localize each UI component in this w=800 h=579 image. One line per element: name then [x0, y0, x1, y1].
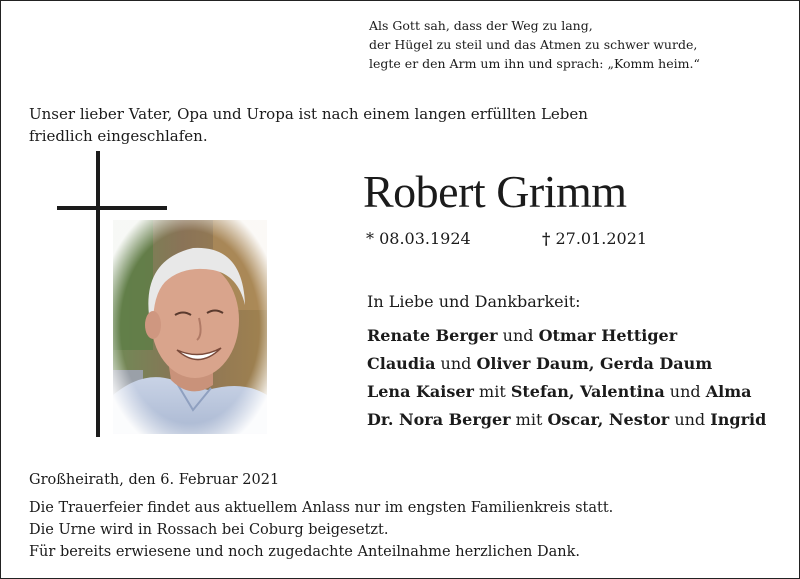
footer-notes	[29, 497, 613, 563]
deceased-name: Robert Grimm	[363, 166, 627, 217]
intro-text	[29, 103, 729, 147]
poem-line: legte er den Arm um ihn und sprach: „Komm heim.“	[369, 56, 700, 71]
birth-date: 08.03.1924	[379, 229, 471, 248]
death-cross-icon: †	[542, 229, 551, 248]
mourner-line: Renate Berger und Otmar Hettiger	[367, 326, 678, 345]
cross-icon-horizontal	[57, 206, 167, 210]
footer-note: Für bereits erwiesene und noch zugedachte Anteilnahme herzlichen Dank.	[29, 544, 580, 560]
portrait-illustration	[113, 220, 267, 434]
death-date: 27.01.2021	[555, 229, 648, 248]
intro-line: Unser lieber Vater, Opa und Uropa ist nach einem langen erfüllten Leben	[29, 105, 588, 123]
intro-line: friedlich eingeschlafen.	[29, 127, 208, 145]
cross-icon-vertical	[96, 151, 100, 437]
footer-note: Die Urne wird in Rossach bei Coburg beigesetzt.	[29, 522, 389, 538]
life-dates	[366, 227, 686, 251]
mourners-heading: In Liebe und Dankbarkeit:	[367, 292, 581, 311]
mourners-list	[367, 322, 766, 434]
poem-quote	[369, 16, 769, 73]
death-date-group	[542, 227, 647, 251]
portrait-photo	[113, 220, 267, 434]
place-date: Großheirath, den 6. Februar 2021	[29, 472, 280, 488]
mourner-line: Claudia und Oliver Daum, Gerda Daum	[367, 354, 713, 373]
mourner-line: Lena Kaiser mit Stefan, Valentina und Alma	[367, 382, 752, 401]
poem-line: Als Gott sah, dass der Weg zu lang,	[369, 18, 593, 33]
birth-star-icon: *	[366, 229, 374, 248]
mourner-line: Dr. Nora Berger mit Oscar, Nestor und Ingrid	[367, 410, 767, 429]
poem-line: der Hügel zu steil und das Atmen zu schwer wurde,	[369, 37, 698, 52]
footer-note: Die Trauerfeier findet aus aktuellem Anlass nur im engsten Familienkreis statt.	[29, 500, 614, 516]
